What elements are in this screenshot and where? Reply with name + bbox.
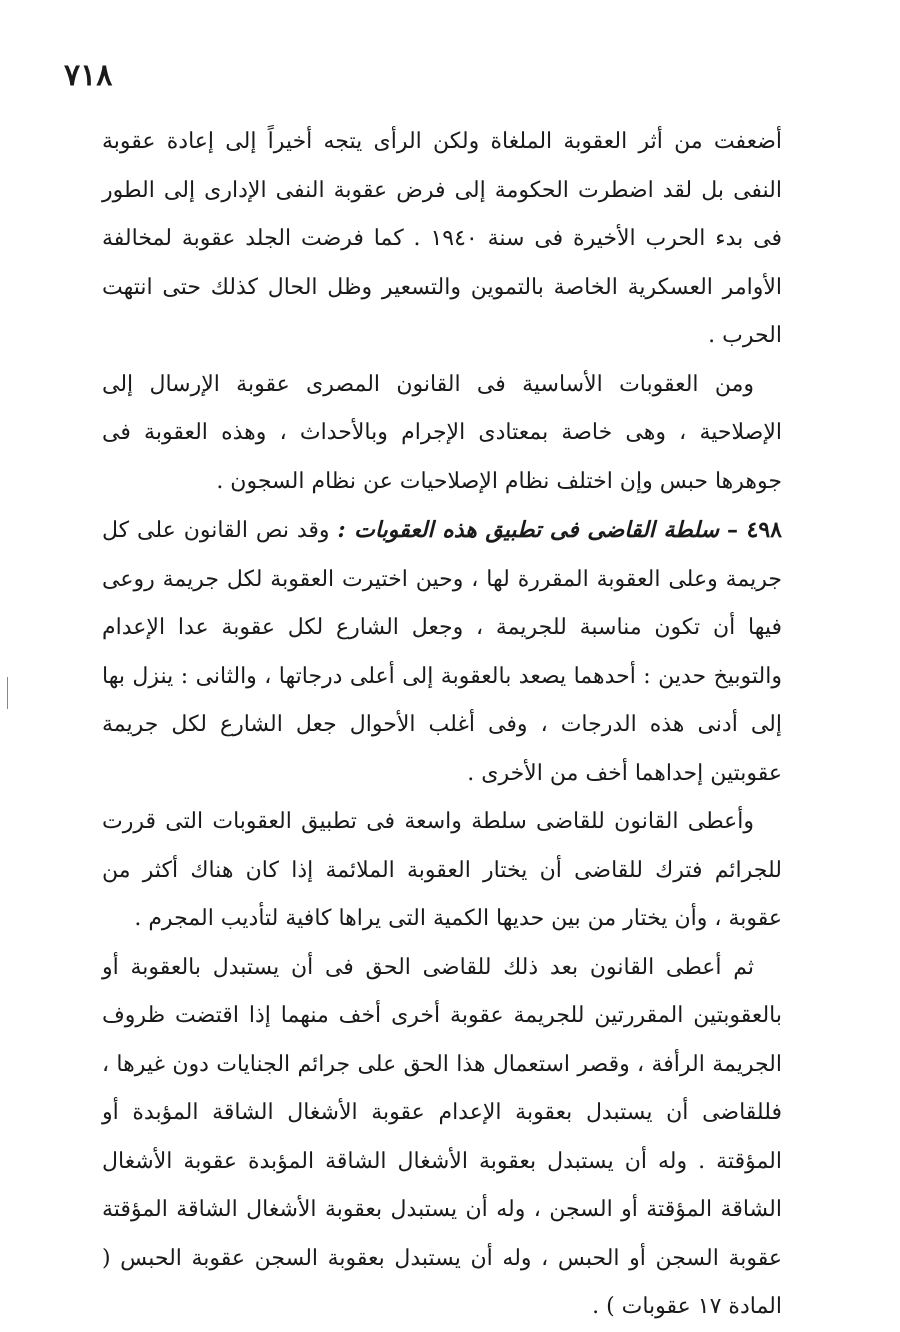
section-number: ٤٩٨ – — [726, 517, 782, 543]
page-number: ٧١٨ — [64, 58, 113, 93]
paragraph-4: وأعطى القانون للقاضى سلطة واسعة فى تطبيق العقوبات التى قررت للجرائم فترك للقاضى أن يختار العقوبة الملائمة إذا كان هناك أكثر من عقوبة ، وأن يختار من بين حديها الكمية التى يراها كافية لتأديب المجرم . — [102, 809, 782, 931]
margin-mark — [7, 677, 8, 709]
paragraph-3 — [102, 506, 782, 798]
paragraph-2: ومن العقوبات الأساسية فى القانون المصرى عقوبة الإرسال إلى الإصلاحية ، وهى خاصة بمعتادى الإجرام وبالأحداث ، وهذه العقوبة فى جوهرها حبس وإن اختلف نظام الإصلاحيات عن نظام السجون . — [102, 371, 782, 494]
body-text — [102, 118, 782, 1332]
paragraph-5: ثم أعطى القانون بعد ذلك للقاضى الحق فى أن يستبدل بالعقوبة أو بالعقوبتين المقررتين للجريمة عقوبة أخرى أخف منهما إذا اقتضت ظروف الجريمة الرأفة ، وقصر استعمال هذا الحق على جرائم الجنايات دون غيرها ، فللقاضى أن يستبدل بعقوبة الإعدام عقوبة الأشغال الشاقة المؤبدة أو المؤقتة . وله أن يستبدل بعقوبة الأشغال الشاقة المؤبدة عقوبة الأشغال الشاقة المؤقتة أو السجن ، وله أن يستبدل بعقوبة الأشغال الشاقة المؤقتة عقوبة السجن أو الحبس ، وله أن يستبدل بعقوبة السجن عقوبة الحبس ( المادة ١٧ عقوبات ) . — [102, 954, 782, 1319]
section-heading: سلطة القاضى فى تطبيق هذه العقوبات : — [337, 517, 720, 543]
paragraph-3-text: وقد نص القانون على كل جريمة وعلى العقوبة المقررة لها ، وحين اختيرت العقوبة لكل جريمة روعى فيها أن تكون مناسبة للجريمة ، وجعل الشارع لكل عقوبة عدا الإعدام والتوبيخ حدين : أحدهما يصعد بالعقوبة إلى أعلى درجاتها ، والثانى : ينزل بها إلى أدنى هذه الدرجات ، وفى أغلب الأحوال جعل الشارع لكل جريمة عقوبتين إحداهما أخف من الأخرى . — [102, 518, 782, 786]
paragraph-1: أضعفت من أثر العقوبة الملغاة ولكن الرأى يتجه أخيراً إلى إعادة عقوبة النفى بل لقد اضطرت الحكومة إلى فرض عقوبة النفى الإدارى إلى الطور فى بدء الحرب الأخيرة فى سنة ١٩٤٠ . كما فرضت الجلد عقوبة لمخالفة الأوامر العسكرية الخاصة بالتموين والتسعير وظل الحال كذلك حتى انتهت الحرب . — [102, 129, 782, 348]
